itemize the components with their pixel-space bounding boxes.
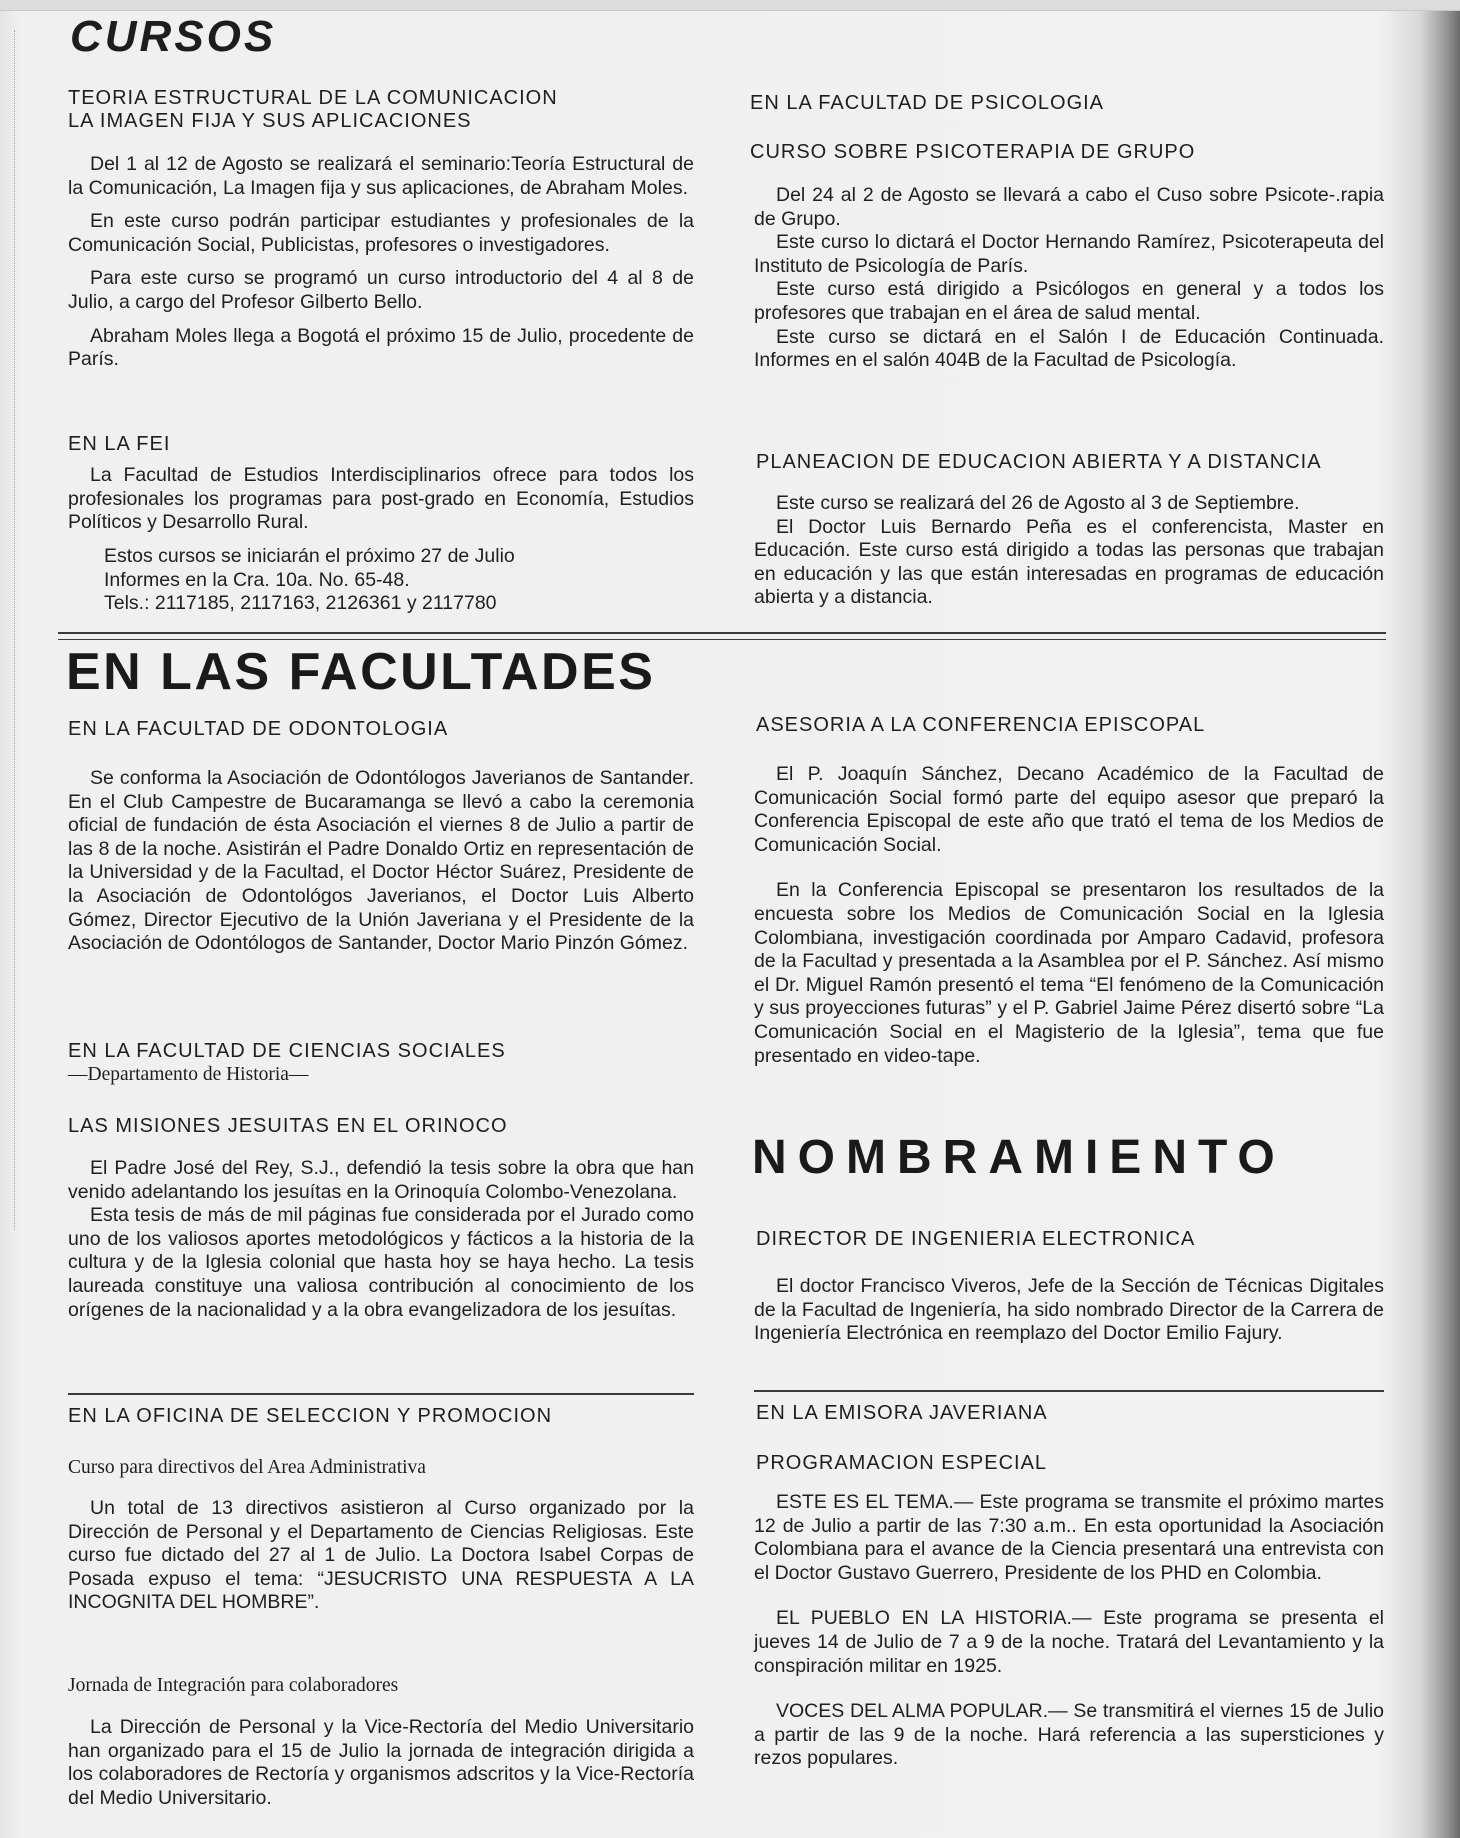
nombramiento-body: [754, 1275, 1384, 1346]
seleccion-body-1: [68, 1497, 694, 1615]
asesoria-paragraph-2: En la Conferencia Episcopal se presentaron los resultados de la encuesta sobre los Medios de Comunicación Social en la Iglesia Colombiana, investigación coordinada por Amparo Cadavid, profesora de la Facultad y presentada a la Asamblea por el P. Sánchez. Así mismo el Dr. Miguel Ramón presentó el tema “El fenómeno de la Comunicación y sus proyecciones futuras” y el P. Gabriel Jaime Pérez disertó sobre “La Comunicación Social en el Magisterio de la Iglesia”, tema que fue presentado en video-tape.: [754, 879, 1384, 1067]
fei-phones: Tels.: 2117185, 2117163, 2126361 y 2117780: [104, 592, 497, 615]
right-divider: [754, 1390, 1384, 1392]
misiones-heading: LAS MISIONES JESUITAS EN EL ORINOCO: [68, 1115, 508, 1137]
fei-heading: EN LA FEI: [68, 433, 171, 455]
ingenieria-heading: DIRECTOR DE INGENIERIA ELECTRONICA: [756, 1228, 1196, 1250]
planeacion-body: [754, 492, 1384, 610]
teoria-heading-2: LA IMAGEN FIJA Y SUS APLICACIONES: [68, 110, 472, 132]
left-divider: [68, 1393, 694, 1395]
planeacion-paragraph-2: El Doctor Luis Bernardo Peña es el conferencista, Master en Educación. Este curso está dirigido a todas las personas que trabajan en educación y las que están interesadas en programas de educación abierta y a distancia.: [754, 515, 1384, 609]
psicologia-body: [754, 184, 1384, 373]
seleccion-paragraph-1: Un total de 13 directivos asistieron al Curso organizado por la Dirección de Personal y el Departamento de Ciencias Religiosas. Este curso fue dictado del 27 al 1 de Julio. La Doctora Isabel Corpas de Posada expuso el tema: “JESUCRISTO UNA RESPUESTA A LA INCOGNITA DEL HOMBRE”.: [68, 1497, 694, 1614]
psicoterapia-heading: CURSO SOBRE PSICOTERAPIA DE GRUPO: [750, 141, 1196, 163]
emisora-paragraph-1: ESTE ES EL TEMA.— Este programa se transmite el próximo martes 12 de Julio a partir de las 7:30 a.m.. En esta oportunidad la Asociación Colombiana para el avance de la Ciencia presentará una entrevista con el Doctor Gustavo Guerrero, Presidente de los PHD en Colombia.: [754, 1491, 1384, 1584]
psicologia-paragraph-4: Este curso se dictará en el Salón I de Educación Continuada. Informes en el salón 404B de la Facultad de Psicología.: [754, 325, 1384, 372]
binding-edge: [0, 30, 15, 1230]
emisora-paragraph-3: VOCES DEL ALMA POPULAR.— Se transmitirá el viernes 15 de Julio a partir de las 9 de la noche. Hará referencia a las supersticiones y rezos populares.: [754, 1700, 1384, 1770]
ciencias-sociales-heading: EN LA FACULTAD DE CIENCIAS SOCIALES: [68, 1040, 506, 1062]
psicologia-paragraph-3: Este curso está dirigido a Psicólogos en general y a todos los profesores que trabajan en el área de salud mental.: [754, 278, 1384, 324]
odontologia-heading: EN LA FACULTAD DE ODONTOLOGIA: [68, 718, 449, 740]
cursos-title: CURSOS: [70, 12, 277, 61]
fei-contact: [104, 545, 704, 616]
planeacion-paragraph-1: Este curso se realizará del 26 de Agosto al 3 de Septiembre.: [776, 492, 1300, 514]
teoria-paragraph-4: Abraham Moles llega a Bogotá el próximo 15 de Julio, procedente de París.: [68, 324, 694, 371]
nombramiento-title: NOMBRAMIENTO: [752, 1131, 1286, 1184]
misiones-paragraph-2: Esta tesis de más de mil páginas fue considerada por el Jurado como uno de los valiosos aportes metodológicos y fácticos a la historia de la cultura y de la Iglesia colonial que hasta hoy se haya hecho. La tesis laureada constituye una valiosa contribución al conocimiento de los orígenes de la nacionalidad y a la obra evangelizadora de los jesuítas.: [68, 1204, 694, 1321]
planeacion-heading: PLANEACION DE EDUCACION ABIERTA Y A DISTANCIA: [756, 451, 1322, 473]
emisora-heading: EN LA EMISORA JAVERIANA: [756, 1402, 1048, 1424]
asesoria-heading: ASESORIA A LA CONFERENCIA EPISCOPAL: [756, 714, 1206, 736]
psicologia-paragraph-2: Este curso lo dictará el Doctor Hernando Ramírez, Psicoterapeuta del Instituto de Psicología de París.: [754, 231, 1384, 277]
seleccion-paragraph-2: La Dirección de Personal y la Vice-Rectoría del Medio Universitario han organizado para el 15 de Julio la jornada de integración dirigida a los colaboradores de Rectoría y organismos adscritos y la Vice-Rectoría del Medio Universitario.: [68, 1716, 694, 1809]
odontologia-body: [68, 767, 694, 956]
teoria-paragraph-3: Para este curso se programó un curso introductorio del 4 al 8 de Julio, a cargo del Profesor Gilberto Bello.: [68, 267, 694, 313]
emisora-paragraph-2: EL PUEBLO EN LA HISTORIA.— Este programa se presenta el jueves 14 de Julio de 7 a 9 de la noche. Tratará del Levantamiento y la conspiración militar en 1925.: [754, 1607, 1384, 1677]
teoria-heading-1: TEORIA ESTRUCTURAL DE LA COMUNICACION: [68, 87, 558, 109]
psicologia-paragraph-1: Del 24 al 2 de Agosto se llevará a cabo el Cuso sobre Psicote-.rapia de Grupo.: [754, 184, 1384, 230]
top-edge: [0, 0, 1460, 11]
asesoria-paragraph-1: El P. Joaquín Sánchez, Decano Académico de la Facultad de Comunicación Social formó parte del equipo asesor que preparó la Conferencia Episcopal de este año que trató el tema de los Medios de Comunicación Social.: [754, 763, 1384, 856]
curso-directivos-heading: Curso para directivos del Area Administrativa: [68, 1457, 426, 1478]
seleccion-body-2: [68, 1716, 694, 1810]
nombramiento-paragraph: El doctor Francisco Viveros, Jefe de la Sección de Técnicas Digitales de la Facultad de Ingeniería, ha sido nombrado Director de la Carrera de Ingeniería Electrónica en reemplazo del Doctor Emilio Fajury.: [754, 1275, 1384, 1345]
fei-body: [68, 464, 694, 535]
programacion-heading: PROGRAMACION ESPECIAL: [756, 1452, 1048, 1474]
section-divider: [58, 632, 1386, 640]
odontologia-paragraph: Se conforma la Asociación de Odontólogos Javerianos de Santander. En el Club Campestre de Bucaramanga se llevó a cabo la ceremonia oficial de fundación de ésta Asociación el viernes 8 de Julio a partir de las 8 de la noche. Asistirán el Padre Donaldo Ortiz en representación de la Universidad y de la Facultad, el Doctor Héctor Suárez, Presidente de la Asociación de Odontológos Javerianos, el Doctor Luis Alberto Gómez, Director Ejecutivo de la Unión Javeriana y el Presidente de la Asociación de Odontólogos de Santander, Doctor Mario Pinzón Gómez.: [68, 767, 694, 955]
seleccion-heading: EN LA OFICINA DE SELECCION Y PROMOCION: [68, 1405, 553, 1427]
misiones-paragraph-1: El Padre José del Rey, S.J., defendió la tesis sobre la obra que han venido adelantando los jesuítas en la Orinoquía Colombo-Venezolana.: [68, 1157, 694, 1203]
psicologia-heading: EN LA FACULTAD DE PSICOLOGIA: [750, 92, 1105, 114]
fei-start-date: Estos cursos se iniciarán el próximo 27 de Julio: [104, 545, 515, 567]
misiones-body: [68, 1157, 694, 1322]
asesoria-body: [754, 763, 1384, 1068]
teoria-paragraph-1: Del 1 al 12 de Agosto se realizará el seminario:Teoría Estructural de la Comunicación, La Imagen fija y sus aplicaciones, de Abraham Moles.: [68, 153, 694, 199]
fei-paragraph: La Facultad de Estudios Interdisciplinarios ofrece para todos los profesionales los programas para post-grado en Economía, Estudios Políticos y Desarrollo Rural.: [68, 464, 694, 534]
historia-subheading: —Departamento de Historia—: [68, 1064, 309, 1085]
teoria-body: [68, 153, 694, 372]
facultades-title: EN LAS FACULTADES: [66, 643, 656, 701]
jornada-heading: Jornada de Integración para colaboradores: [68, 1675, 399, 1696]
emisora-body: [754, 1491, 1384, 1771]
fei-address: Informes en la Cra. 10a. No. 65-48.: [104, 568, 410, 591]
teoria-paragraph-2: En este curso podrán participar estudiantes y profesionales de la Comunicación Social, Publicistas, profesores o investigadores.: [68, 210, 694, 256]
